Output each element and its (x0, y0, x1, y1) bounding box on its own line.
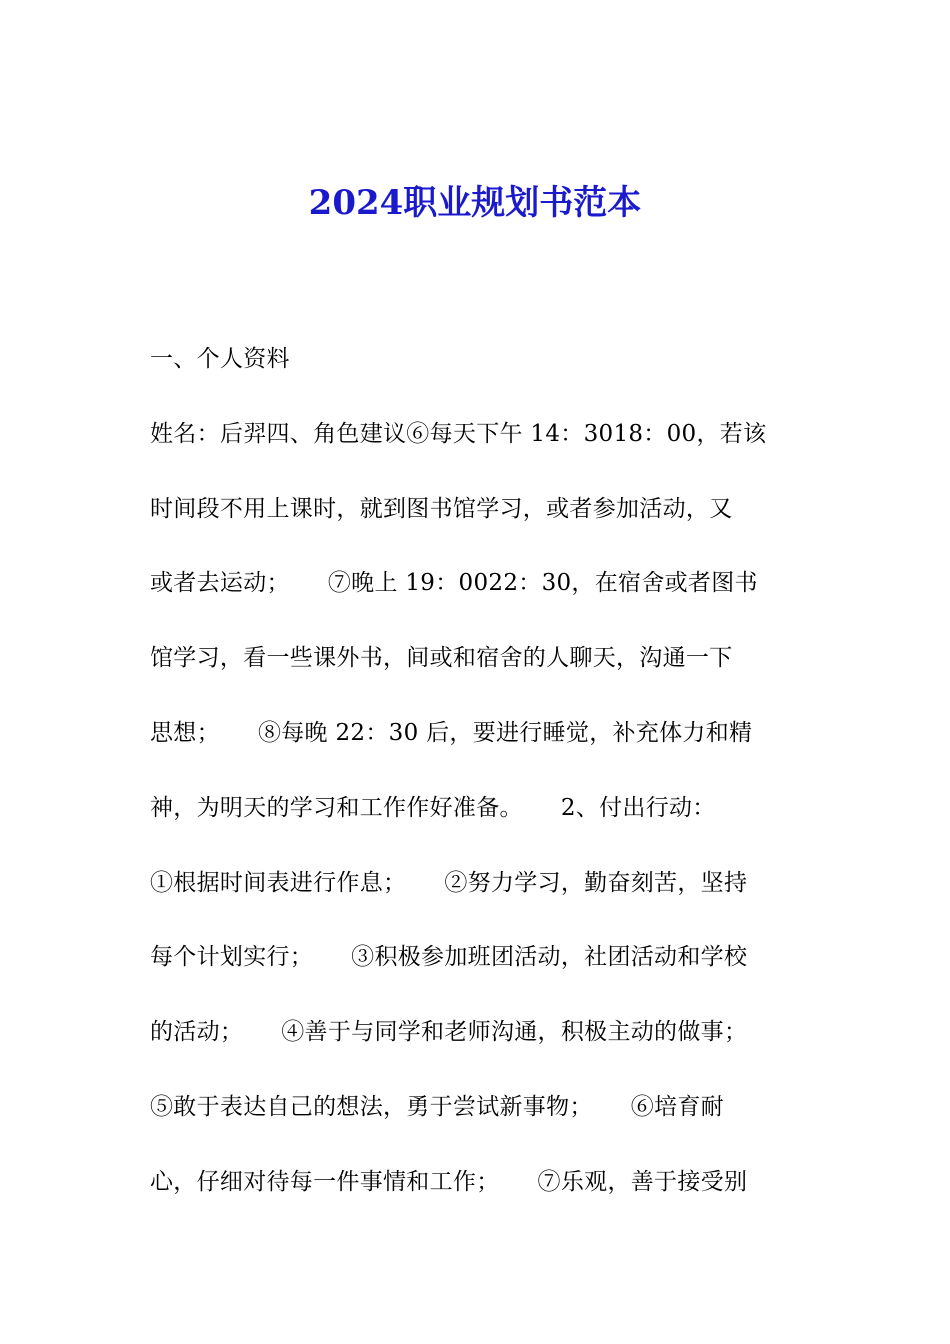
body-line: 心，仔细对待每一件事情和工作； ⑦乐观，善于接受别 (150, 1168, 748, 1195)
document-body (150, 322, 810, 1220)
document-title: 2024职业规划书范本 (308, 183, 642, 223)
body-line: ⑤敢于表达自己的想法，勇于尝试新事物； ⑥培育耐 (150, 1093, 724, 1120)
body-line: 或者去运动； ⑦晚上 19：0022：30，在宿舍或者图书 (150, 570, 758, 597)
body-line: 思想； ⑧每晚 22：30 后，要进行睡觉，补充体力和精 (150, 719, 753, 746)
body-line: ①根据时间表进行作息； ②努力学习，勤奋刻苦，坚持 (150, 869, 748, 896)
body-line: 的活动； ④善于与同学和老师沟通，积极主动的做事； (150, 1019, 748, 1046)
body-line: 馆学习，看一些课外书，间或和宿舍的人聊天，沟通一下 (150, 645, 733, 672)
section-heading-personal-info: 一、个人资料 (150, 346, 290, 372)
body-line: 时间段不用上课时，就到图书馆学习，或者参加活动，又 (150, 495, 733, 522)
body-line: 神，为明天的学习和工作作好准备。 2、付出行动： (150, 794, 716, 821)
body-line: 姓名：后羿四、角色建议⑥每天下午 14：3018：00，若该 (150, 420, 767, 447)
body-line: 每个计划实行； ③积极参加班团活动，社团活动和学校 (150, 944, 748, 971)
